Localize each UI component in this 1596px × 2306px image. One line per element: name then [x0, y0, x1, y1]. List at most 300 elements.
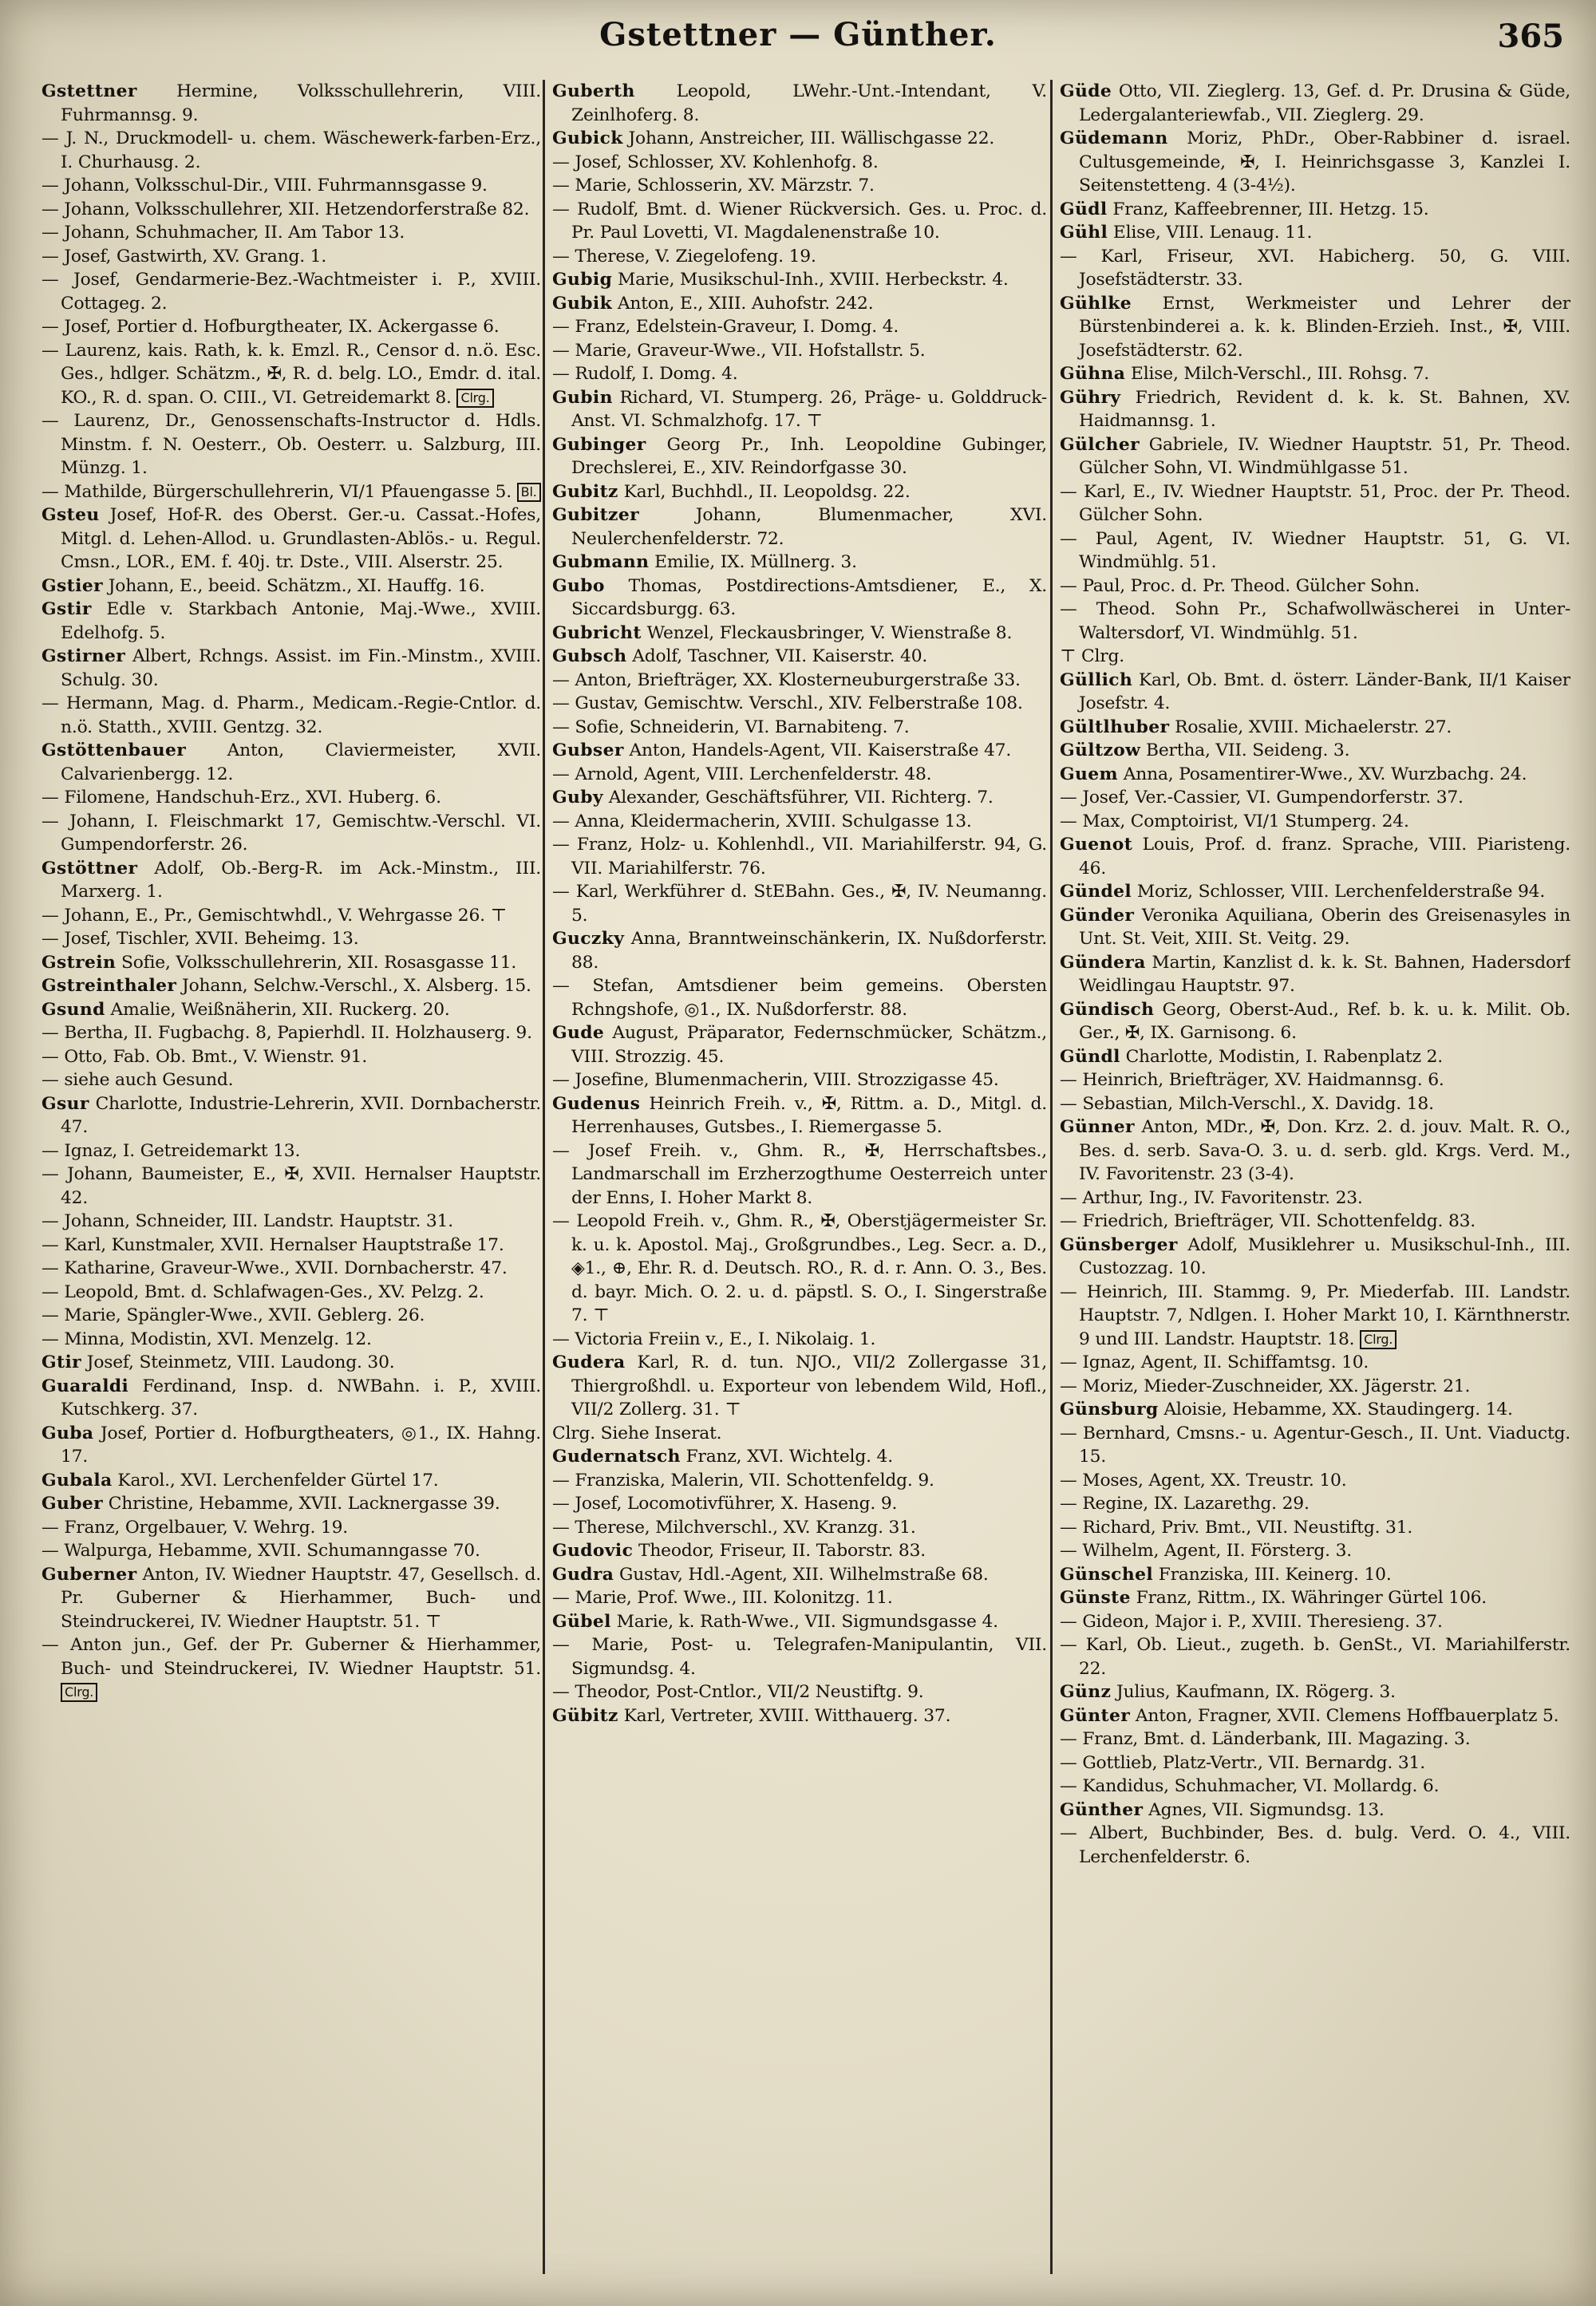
entry-surname: Gündl: [1060, 1046, 1120, 1067]
directory-entry: [1060, 1516, 1570, 1540]
entry-text: Marie, k. Rath-Wwe., VII. Sigmundsgasse 4.: [610, 1611, 998, 1632]
entry-text: Anton, MDr., ✠, Don. Krz. 2. d. jouv. Malt. R. O., Bes. d. serb. Sava-O. 3. u. d. serb. gld. Krgs. Verd. M., IV. Favoritenstr. 23 (3-4).: [1079, 1117, 1570, 1184]
entry-surname: Günder: [1060, 905, 1135, 926]
directory-entry: [41, 1163, 541, 1210]
entry-text: — Johann, Schuhmacher, II. Am Tabor 13.: [41, 223, 405, 243]
entry-surname: Gubig: [552, 270, 613, 290]
directory-entry: [1060, 1375, 1570, 1399]
directory-entry: [1060, 1210, 1570, 1234]
directory-entry: [41, 80, 541, 127]
directory-entry: [41, 1516, 541, 1540]
entry-surname: Gstir: [41, 599, 92, 619]
entry-text: Johann, Anstreicher, III. Wällischgasse 22.: [622, 128, 995, 148]
entry-text: — Minna, Modistin, XVI. Menzelg. 12.: [41, 1329, 372, 1349]
directory-entry: [552, 810, 1047, 834]
entry-text: — Victoria Freiin v., E., I. Nikolaig. 1.: [552, 1329, 876, 1349]
directory-entry: [552, 1539, 1047, 1563]
entry-text: — Kandidus, Schuhmacher, VI. Mollardg. 6.: [1060, 1776, 1440, 1796]
directory-entry: [1060, 292, 1570, 363]
entry-text: Moriz, PhDr., Ober-Rabbiner d. israel. Cultusgemeinde, ✠, I. Heinrichsgasse 3, Kanzlei I. Seitenstetteng. 4 (3-4½).: [1079, 128, 1570, 195]
entry-text: — Therese, V. Ziegelofeng. 19.: [552, 246, 816, 267]
entry-text: Marie, Musikschul-Inh., XVIII. Herbeckstr. 4.: [612, 270, 1009, 290]
entry-text: — Katharine, Graveur-Wwe., XVII. Dornbacherstr. 47.: [41, 1258, 508, 1278]
entry-text: — Franziska, Malerin, VII. Schottenfeldg. 9.: [552, 1470, 934, 1491]
entry-badge: Clrg.: [61, 1683, 97, 1702]
directory-entry: [1060, 127, 1570, 198]
entry-surname: Gstreinthaler: [41, 976, 177, 996]
directory-entry: [1060, 1610, 1570, 1634]
directory-entry: [1060, 904, 1570, 951]
entry-text: — Marie, Spängler-Wwe., XVII. Geblerg. 26.: [41, 1305, 425, 1325]
entry-text: Karl, R. d. tun. NJO., VII/2 Zollergasse 31, Thiergroßhdl. u. Exporteur von lebendem Wild, Hofl., VII/2 Zollerg. 31. ⊤: [571, 1352, 1047, 1420]
entry-text: Anton, Claviermeister, XVII. Calvarienbergg. 12.: [61, 740, 541, 784]
directory-entry: [41, 645, 541, 692]
entry-text: Adolf, Musiklehrer u. Musikschul-Inh., III. Custozzag. 10.: [1079, 1234, 1570, 1278]
entry-text: Veronika Aquiliana, Oberin des Greisenasyles in Unt. St. Veit, XIII. St. Veitg. 29.: [1079, 905, 1570, 949]
entry-text: Johann, Selchw.-Verschl., X. Alsberg. 15.: [176, 976, 531, 996]
directory-entry: [41, 1281, 541, 1305]
entry-surname: Gstrein: [41, 952, 117, 973]
entry-surname: Günsburg: [1060, 1400, 1159, 1420]
entry-text: Martin, Kanzlist d. k. k. St. Bahnen, Hadersdorf Weidlingau Hauptstr. 97.: [1079, 952, 1570, 996]
directory-entry: [41, 503, 541, 575]
directory-entry: [552, 551, 1047, 575]
entry-badge: Clrg.: [456, 389, 493, 408]
entry-text: Georg, Oberst-Aud., Ref. b. k. u. k. Milit. Ob. Ger., ✠, IX. Garnisong. 6.: [1079, 999, 1570, 1043]
entry-surname: Gubick: [552, 128, 623, 148]
directory-entry: [1060, 1492, 1570, 1516]
entry-text: August, Präparator, Federnschmücker, Schätzm., VIII. Strozzig. 45.: [571, 1023, 1047, 1067]
directory-entry: [1060, 433, 1570, 480]
entry-surname: Guem: [1060, 764, 1118, 784]
entry-text: — Therese, Milchverschl., XV. Kranzg. 31.: [552, 1517, 916, 1538]
directory-entry: [1060, 1398, 1570, 1422]
entry-text: — Theod. Sohn Pr., Schafwollwäscherei in Unter-Waltersdorf, VI. Windmühlg. 51.: [1060, 599, 1570, 643]
entry-surname: Gubricht: [552, 622, 642, 643]
directory-entry: [552, 1422, 1047, 1446]
entry-text: — Paul, Agent, IV. Wiedner Hauptstr. 51, G. VI. Windmühlg. 51.: [1060, 528, 1570, 572]
entry-text: Clrg. Siehe Inserat.: [552, 1423, 722, 1443]
entry-text: — Josef, Locomotivführer, X. Haseng. 9.: [552, 1494, 898, 1514]
entry-text: Gabriele, IV. Wiedner Hauptstr. 51, Pr. Theod. Gülcher Sohn, VI. Windmühlgasse 51.: [1079, 434, 1570, 478]
directory-entry: [552, 386, 1047, 433]
column-rule: [543, 80, 545, 2274]
directory-entry: [1060, 1092, 1570, 1116]
directory-entry: [552, 174, 1047, 198]
entry-surname: Guaraldi: [41, 1376, 129, 1396]
directory-entry: [41, 1633, 541, 1704]
directory-entry: [1060, 810, 1570, 834]
entry-text: Franz, Rittm., IX. Währinger Gürtel 106.: [1130, 1588, 1487, 1608]
directory-entry: [1060, 1822, 1570, 1869]
entry-surname: Gtir: [41, 1352, 82, 1372]
entry-text: Theodor, Friseur, II. Taborstr. 83.: [633, 1541, 926, 1561]
entry-surname: Günther: [1060, 1799, 1144, 1820]
entry-surname: Gudra: [552, 1564, 614, 1585]
directory-entry: [1060, 716, 1570, 740]
column-3: [1060, 80, 1570, 2282]
entry-surname: Gstöttner: [41, 858, 138, 879]
directory-entry: [552, 974, 1047, 1021]
entry-text: Christine, Hebamme, XVII. Lacknergasse 39.: [103, 1494, 500, 1514]
entry-text: — Johann, Baumeister, E., ✠, XVII. Hernalser Hauptstr. 42.: [41, 1164, 541, 1208]
directory-entry: [1060, 998, 1570, 1045]
directory-entry: [1060, 739, 1570, 763]
entry-surname: Gühry: [1060, 387, 1121, 408]
entry-text: — Johann, I. Fleischmarkt 17, Gemischtw.-Verschl. VI. Gumpendorferstr. 26.: [41, 811, 541, 855]
entry-text: — Karl, E., IV. Wiedner Hauptstr. 51, Proc. der Pr. Theod. Gülcher Sohn.: [1060, 481, 1570, 525]
directory-entry: [1060, 951, 1570, 998]
directory-entry: [41, 1021, 541, 1045]
entry-text: Ferdinand, Insp. d. NWBahn. i. P., XVIII. Kutschkerg. 37.: [61, 1376, 541, 1420]
directory-entry: [41, 480, 541, 504]
directory-entry: [41, 339, 541, 410]
entry-text: — Paul, Proc. d. Pr. Theod. Gülcher Sohn.: [1060, 575, 1420, 596]
entry-surname: Güdemann: [1060, 128, 1168, 148]
directory-entry: [1060, 386, 1570, 433]
entry-surname: Günter: [1060, 1705, 1131, 1726]
directory-entry: [552, 716, 1047, 740]
entry-text: — Friedrich, Briefträger, VII. Schottenfeldg. 83.: [1060, 1211, 1476, 1231]
entry-text: Friedrich, Revident d. k. k. St. Bahnen, XV. Haidmannsg. 1.: [1079, 387, 1570, 431]
entry-text: — Franz, Bmt. d. Länderbank, III. Magazing. 3.: [1060, 1729, 1471, 1749]
entry-text: — Josef, Schlosser, XV. Kohlenhofg. 8.: [552, 152, 879, 172]
directory-entry: [552, 1680, 1047, 1704]
directory-entry: [41, 810, 541, 857]
directory-entry: [1060, 1281, 1570, 1352]
directory-entry: [1060, 1068, 1570, 1092]
entry-text: Josef, Portier d. Hofburgtheaters, ◎1., IX. Hahng. 17.: [61, 1423, 541, 1467]
directory-entry: [552, 503, 1047, 551]
entry-text: Thomas, Postdirections-Amtsdiener, E., X. Siccardsburgg. 63.: [571, 575, 1047, 619]
directory-entry: [41, 1492, 541, 1516]
directory-entry: [41, 127, 541, 174]
directory-entry: [41, 951, 541, 975]
entry-text: Emilie, IX. Müllnerg. 3.: [649, 552, 857, 572]
entry-surname: Gübel: [552, 1611, 611, 1632]
directory-entry: [1060, 1539, 1570, 1563]
entry-text: Johann, E., beeid. Schätzm., XI. Hauffg. 16.: [103, 575, 485, 596]
entry-text: — Sofie, Schneiderin, VI. Barnabiteng. 7.: [552, 717, 910, 737]
entry-text: — Regine, IX. Lazarethg. 29.: [1060, 1494, 1310, 1514]
directory-entry: [552, 739, 1047, 763]
directory-entry: [1060, 1704, 1570, 1728]
directory-entry: [552, 575, 1047, 622]
entry-badge: Clrg.: [1360, 1330, 1396, 1349]
directory-entry: [552, 622, 1047, 646]
entry-text: — Franz, Holz- u. Kohlenhdl., VII. Mariahilferstr. 94, G. VII. Mariahilferstr. 76.: [552, 835, 1047, 879]
entry-text: Albert, Rchngs. Assist. im Fin.-Minstm., XVIII. Schulg. 30.: [61, 646, 541, 690]
entry-text: — Ignaz, Agent, II. Schiffamtsg. 10.: [1060, 1352, 1369, 1372]
directory-entry: [552, 1563, 1047, 1587]
entry-text: — Moriz, Mieder-Zuschneider, XX. Jägerstr. 21.: [1060, 1376, 1471, 1396]
directory-entry: [1060, 1728, 1570, 1751]
directory-entry: [41, 1139, 541, 1163]
entry-text: Elise, Milch-Verschl., III. Rohsg. 7.: [1125, 364, 1429, 384]
entry-surname: Gündera: [1060, 952, 1146, 973]
directory-entry: [41, 1469, 541, 1493]
directory-entry: [41, 739, 541, 786]
entry-surname: Guberner: [41, 1564, 137, 1585]
entry-surname: Güdl: [1060, 199, 1108, 219]
entry-surname: Guenot: [1060, 835, 1133, 855]
directory-entry: [1060, 1680, 1570, 1704]
directory-entry: [41, 1539, 541, 1563]
directory-entry: [552, 880, 1047, 927]
entry-text: Aloisie, Hebamme, XX. Staudingerg. 14.: [1158, 1400, 1513, 1420]
entry-text: — Karl, Friseur, XVI. Habicherg. 50, G. VIII. Josefstädterstr. 33.: [1060, 246, 1570, 290]
entry-surname: Gubitzer: [552, 505, 639, 525]
entry-text: Leopold, LWehr.-Unt.-Intendant, V. Zeinlhoferg. 8.: [571, 81, 1047, 125]
entry-text: Louis, Prof. d. franz. Sprache, VIII. Piaristeng. 46.: [1079, 835, 1570, 879]
directory-entry: [1060, 575, 1570, 598]
entry-text: Franz, Kaffeebrenner, III. Hetzg. 15.: [1107, 199, 1429, 219]
directory-entry: [552, 786, 1047, 810]
directory-entry: [552, 245, 1047, 269]
column-rule: [1050, 80, 1053, 2274]
directory-entry: [552, 1139, 1047, 1210]
directory-entry: [1060, 1234, 1570, 1281]
directory-entry: [552, 927, 1047, 974]
entry-surname: Gündisch: [1060, 999, 1155, 1020]
entry-text: — Stefan, Amtsdiener beim gemeins. Obersten Rchngshofe, ◎1., IX. Nußdorferstr. 88.: [552, 976, 1047, 1020]
directory-entry: [1060, 1751, 1570, 1775]
entry-text: — Anton jun., Gef. der Pr. Guberner & Hierhammer, Buch- und Steindruckerei, IV. Wiedner Hauptstr. 51.: [41, 1635, 541, 1679]
directory-entry: [41, 598, 541, 645]
directory-entry: [1060, 527, 1570, 575]
entry-text: — Josef, Gendarmerie-Bez.-Wachtmeister i. P., XVIII. Cottageg. 2.: [41, 270, 541, 314]
directory-entry: [1060, 1422, 1570, 1469]
entry-text: — Marie, Graveur-Wwe., VII. Hofstallstr. 5.: [552, 340, 926, 361]
entry-surname: Guby: [552, 788, 603, 807]
entry-surname: Günschel: [1060, 1564, 1154, 1585]
directory-entry: [41, 927, 541, 951]
directory-entry: [1060, 480, 1570, 527]
entry-text: — siehe auch Gesund.: [41, 1070, 234, 1090]
entry-text: — Walpurga, Hebamme, XVII. Schumanngasse 70.: [41, 1541, 480, 1561]
entry-surname: Günsberger: [1060, 1234, 1178, 1255]
directory-entry: [41, 786, 541, 810]
directory-entry: [552, 433, 1047, 480]
entry-text: — Moses, Agent, XX. Treustr. 10.: [1060, 1470, 1347, 1491]
directory-entry: [41, 198, 541, 222]
entry-surname: Guba: [41, 1423, 94, 1443]
entry-text: — Karl, Ob. Lieut., zugeth. b. GenSt., VI. Mariahilferstr. 22.: [1060, 1635, 1570, 1679]
entry-text: Johann, Blumenmacher, XVI. Neulerchenfelderstr. 72.: [571, 505, 1047, 549]
entry-text: — Johann, Schneider, III. Landstr. Hauptstr. 31.: [41, 1211, 453, 1231]
directory-entry: [1060, 245, 1570, 292]
directory-entry: [41, 1375, 541, 1422]
entry-text: Adolf, Ob.-Berg-R. im Ack.-Minstm., III. Marxerg. 1.: [61, 858, 541, 902]
directory-entry: [552, 268, 1047, 292]
directory-entry: [1060, 645, 1570, 669]
entry-text: Anton, Handels-Agent, VII. Kaiserstraße 47.: [623, 740, 1012, 760]
entry-surname: Gühl: [1060, 223, 1108, 243]
directory-entry: [41, 1068, 541, 1092]
entry-text: — Marie, Post- u. Telegrafen-Manipulantin, VII. Sigmundsg. 4.: [552, 1635, 1047, 1679]
entry-text: Hermine, Volksschullehrerin, VIII. Fuhrmannsg. 9.: [61, 81, 541, 125]
entry-text: Bertha, VII. Seideng. 3.: [1140, 740, 1350, 760]
entry-text: — Karl, Werkführer d. StEBahn. Ges., ✠, IV. Neumanng. 5.: [552, 882, 1047, 926]
directory-entry: [552, 1633, 1047, 1680]
entry-surname: Gübitz: [552, 1705, 618, 1726]
entry-text: — Arnold, Agent, VIII. Lerchenfelderstr. 48.: [552, 764, 932, 784]
entry-surname: Gudovic: [552, 1541, 634, 1561]
entry-surname: Gsund: [41, 999, 105, 1020]
entry-surname: Gstier: [41, 575, 103, 596]
entry-text: — Arthur, Ing., IV. Favoritenstr. 23.: [1060, 1187, 1363, 1208]
entry-badge: Bl.: [517, 483, 541, 502]
directory-entry: [41, 974, 541, 998]
entry-text: — Gideon, Major i. P., XVIII. Theresieng. 37.: [1060, 1611, 1443, 1632]
directory-entry: [552, 1351, 1047, 1422]
directory-entry: [1060, 1586, 1570, 1610]
directory-entry: [1060, 1633, 1570, 1680]
entry-text: — Bertha, II. Fugbachg. 8, Papierhdl. II. Holzhauserg. 9.: [41, 1023, 532, 1043]
directory-entry: [552, 362, 1047, 386]
directory-entry: [552, 833, 1047, 880]
directory-entry: [1060, 221, 1570, 245]
entry-text: — Marie, Prof. Wwe., III. Kolonitzg. 11.: [552, 1588, 893, 1608]
entry-text: ⊤ Clrg.: [1060, 646, 1124, 666]
entry-text: Anton, IV. Wiedner Hauptstr. 47, Gesellsch. d. Pr. Guberner & Hierhammer, Buch- und Steindruckerei, IV. Wiedner Hauptstr. 51. ⊤: [61, 1564, 541, 1632]
entry-surname: Gülcher: [1060, 434, 1140, 455]
directory-entry: [552, 1516, 1047, 1540]
directory-entry: [1060, 763, 1570, 787]
entry-surname: Gudernatsch: [552, 1447, 681, 1467]
entry-text: — Marie, Schlosserin, XV. Märzstr. 7.: [552, 176, 875, 195]
entry-surname: Gstöttenbauer: [41, 740, 187, 760]
entry-text: — Karl, Kunstmaler, XVII. Hernalser Hauptstraße 17.: [41, 1234, 504, 1255]
entry-surname: Gsteu: [41, 505, 100, 525]
entry-surname: Güde: [1060, 81, 1112, 101]
directory-entry: [552, 292, 1047, 316]
entry-text: Rosalie, XVIII. Michaelerstr. 27.: [1169, 717, 1452, 737]
entry-surname: Gubo: [552, 575, 605, 596]
directory-entry: [1060, 80, 1570, 127]
entry-text: — Sebastian, Milch-Verschl., X. Davidg. 18.: [1060, 1093, 1434, 1114]
entry-text: — Johann, Volksschullehrer, XII. Hetzendorferstraße 82.: [41, 199, 530, 219]
directory-entry: [552, 80, 1047, 127]
directory-entry: [552, 1492, 1047, 1516]
entry-text: — Laurenz, kais. Rath, k. k. Emzl. R., Censor d. n.ö. Esc. Ges., hdlger. Schätzm., ✠, R. d. belg. LO., Emdr. d. ital. KO., R. d. span. O. CIII., VI. Getreidemarkt 8.: [41, 340, 541, 408]
directory-entry: [41, 575, 541, 598]
entry-surname: Gubsch: [552, 646, 627, 666]
entry-text: Charlotte, Industrie-Lehrerin, XVII. Dornbacherstr. 47.: [61, 1093, 541, 1137]
directory-entry: [41, 245, 541, 269]
entry-text: — Anton, Briefträger, XX. Klosterneuburgerstraße 33.: [552, 669, 1021, 690]
directory-entry: [552, 1021, 1047, 1068]
directory-entry: [41, 1563, 541, 1634]
entry-text: Anna, Branntweinschänkerin, IX. Nußdorferstr. 88.: [571, 929, 1047, 973]
entry-text: — Leopold, Bmt. d. Schlafwagen-Ges., XV. Pelzg. 2.: [41, 1281, 484, 1302]
entry-surname: Gubser: [552, 740, 624, 760]
entry-text: Richard, VI. Stumperg. 26, Präge- u. Golddruck-Anst. VI. Schmalzhofg. 17. ⊤: [571, 387, 1047, 431]
directory-entry: [552, 151, 1047, 175]
entry-text: Karol., XVI. Lerchenfelder Gürtel 17.: [112, 1470, 439, 1491]
entry-surname: Guberth: [552, 81, 635, 101]
entry-surname: Gstettner: [41, 81, 137, 101]
directory-entry: [41, 857, 541, 904]
directory-entry: [41, 1045, 541, 1069]
directory-entry: [1060, 1469, 1570, 1493]
entry-surname: Güllich: [1060, 669, 1133, 690]
entry-surname: Gültlhuber: [1060, 717, 1170, 737]
directory-entry: [41, 1351, 541, 1375]
directory-entry: [552, 1210, 1047, 1328]
entry-text: Otto, VII. Zieglerg. 13, Gef. d. Pr. Drusina & Güde, Ledergalanteriewfab., VII. Zieglerg. 29.: [1079, 81, 1570, 125]
directory-entry: [1060, 1045, 1570, 1069]
entry-text: Elise, VIII. Lenaug. 11.: [1108, 223, 1313, 243]
entry-text: Ernst, Werkmeister und Lehrer der Bürstenbinderei a. k. k. Blinden-Erzieh. Inst., ✠, VIII. Josefstädterstr. 62.: [1079, 293, 1570, 361]
directory-entry: [41, 1092, 541, 1139]
entry-text: — Franz, Edelstein-Graveur, I. Domg. 4.: [552, 317, 899, 337]
entry-text: — Johann, Volksschul-Dir., VIII. Fuhrmannsgasse 9.: [41, 176, 488, 195]
entry-text: — Max, Comptoirist, VI/1 Stumperg. 24.: [1060, 811, 1409, 831]
entry-text: — Hermann, Mag. d. Pharm., Medicam.-Regie-Cntlor. d. n.ö. Statth., XVIII. Gentzg. 32.: [41, 693, 541, 737]
directory-entry: [552, 198, 1047, 245]
directory-entry: [552, 1704, 1047, 1728]
entry-surname: Guber: [41, 1494, 104, 1514]
entry-text: — J. N., Druckmodell- u. chem. Wäschewerk-farben-Erz., I. Churhausg. 2.: [41, 128, 541, 172]
entry-text: — Filomene, Handschuh-Erz., XVI. Huberg. 6.: [41, 788, 441, 807]
directory-entry: [1060, 598, 1570, 645]
entry-text: — Rudolf, I. Domg. 4.: [552, 364, 738, 384]
entry-text: Wenzel, Fleckausbringer, V. Wienstraße 8.: [641, 622, 1013, 643]
directory-entry: [1060, 1187, 1570, 1210]
entry-text: — Josef, Portier d. Hofburgtheater, IX. Ackergasse 6.: [41, 317, 500, 337]
entry-text: Edle v. Starkbach Antonie, Maj.-Wwe., XVIII. Edelhofg. 5.: [61, 599, 541, 643]
directory-entry: [41, 1328, 541, 1352]
directory-entry: [1060, 1799, 1570, 1822]
entry-text: Franziska, III. Keinerg. 10.: [1153, 1564, 1392, 1585]
column-1: [41, 80, 541, 2282]
entry-text: Karl, Ob. Bmt. d. österr. Länder-Bank, II/1 Kaiser Josefstr. 4.: [1079, 669, 1570, 713]
directory-entry: [41, 409, 541, 480]
directory-entry: [1060, 833, 1570, 880]
directory-entry: [41, 1210, 541, 1234]
entry-text: — Gustav, Gemischtw. Verschl., XIV. Felberstraße 108.: [552, 693, 1023, 713]
entry-surname: Gsur: [41, 1093, 89, 1114]
entry-text: Sofie, Volksschullehrerin, XII. Rosasgasse 11.: [116, 952, 517, 973]
entry-surname: Gude: [552, 1023, 605, 1043]
entry-surname: Gühlke: [1060, 293, 1132, 314]
directory-entry: [552, 339, 1047, 363]
directory-entry: [41, 692, 541, 739]
entry-surname: Gündel: [1060, 882, 1132, 902]
entry-text: Karl, Vertreter, XVIII. Witthauerg. 37.: [618, 1705, 951, 1726]
entry-surname: Gühna: [1060, 364, 1126, 384]
entry-text: — Mathilde, Bürgerschullehrerin, VI/1 Pfauengasse 5.: [41, 481, 512, 502]
directory-entry: [1060, 362, 1570, 386]
entry-text: Agnes, VII. Sigmundsg. 13.: [1143, 1799, 1385, 1820]
entry-surname: Gubinger: [552, 434, 646, 455]
running-head: Gstettner — Günther.: [599, 16, 997, 53]
entry-surname: Gubik: [552, 293, 613, 314]
entry-text: — Josef, Gastwirth, XV. Grang. 1.: [41, 246, 327, 267]
directory-entry: [552, 1328, 1047, 1352]
directory-entry: [1060, 786, 1570, 810]
directory-entry: [552, 1445, 1047, 1469]
entry-text: Gustav, Hdl.-Agent, XII. Wilhelmstraße 68.: [614, 1564, 989, 1585]
entry-surname: Gubin: [552, 387, 613, 408]
entry-text: Karl, Buchhdl., II. Leopoldsg. 22.: [618, 481, 911, 502]
page-number: 365: [1497, 18, 1564, 55]
entry-surname: Günz: [1060, 1682, 1112, 1702]
entry-surname: Gubala: [41, 1470, 113, 1491]
directory-entry: [552, 315, 1047, 339]
directory-entry: [1060, 880, 1570, 904]
